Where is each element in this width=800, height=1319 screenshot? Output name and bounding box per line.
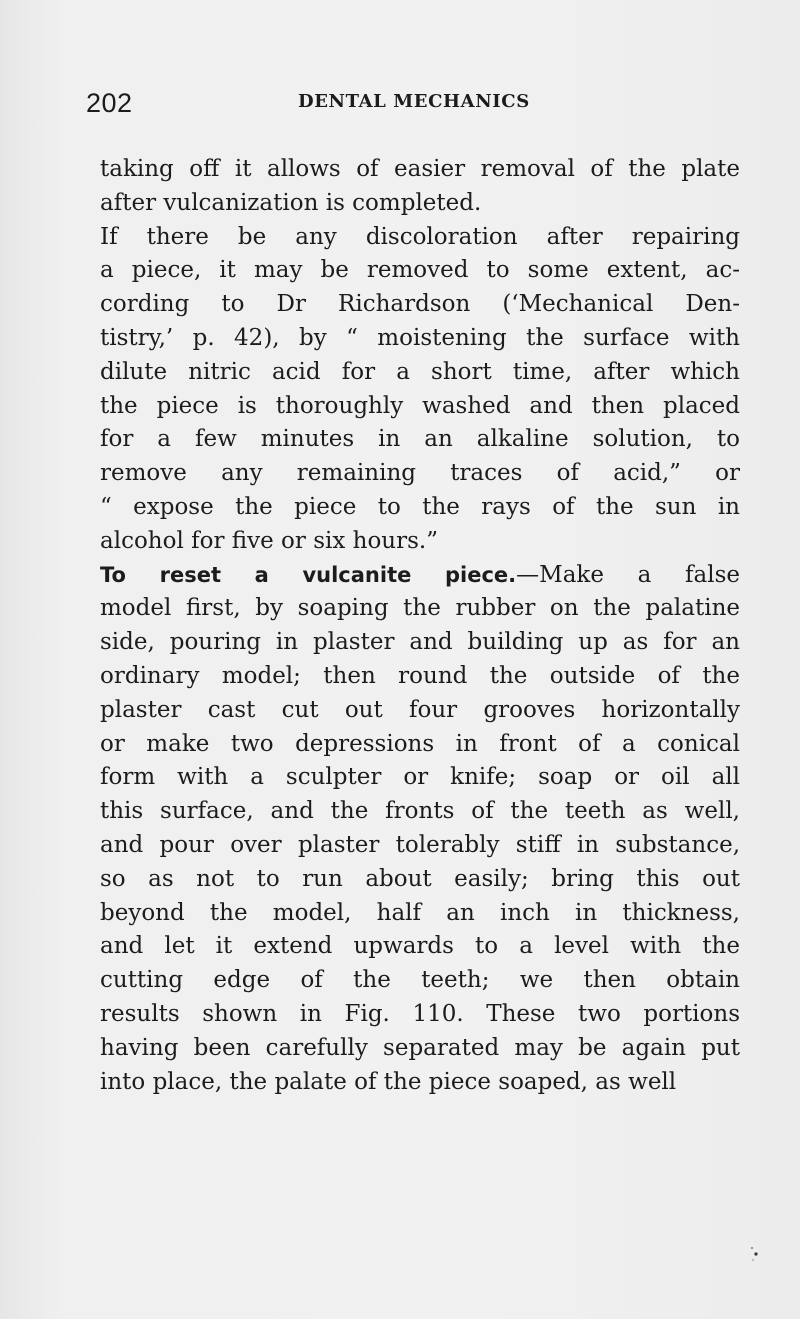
text-line: [100, 153, 740, 187]
text-line: [100, 795, 740, 829]
text-line: [100, 897, 740, 931]
text-line: [100, 423, 740, 457]
line-text: dilute nitric acid for a short time, after which: [100, 358, 740, 385]
line-text: plaster cast cut out four grooves horizontally: [100, 696, 740, 723]
line-text: alcohol for five or six hours.”: [100, 527, 438, 554]
text-line: [100, 1032, 740, 1066]
line-text: the piece is thoroughly washed and then placed: [100, 392, 740, 419]
line-text: having been carefully separated may be again put: [100, 1034, 740, 1061]
text-line: [100, 998, 740, 1032]
line-text: or make two depressions in front of a conical: [100, 730, 740, 757]
text-line: [100, 1066, 740, 1100]
line-text: so as not to run about easily; bring this out: [100, 865, 740, 892]
line-text: model first, by soaping the rubber on the palatine: [100, 595, 740, 622]
line-text: taking off it allows of easier removal of the plate: [100, 156, 740, 182]
line-text: cutting edge of the teeth; we then obtain: [100, 967, 740, 994]
line-text: a piece, it may be removed to some extent, ac-: [100, 257, 740, 284]
line-text: remove any remaining traces of acid,” or: [100, 460, 740, 487]
text-line: [100, 559, 740, 593]
page-header: [86, 88, 726, 128]
text-line: [100, 288, 740, 322]
print-specks: [748, 1242, 760, 1266]
line-text: —Make a false: [516, 561, 740, 588]
text-line: [100, 829, 740, 863]
line-text: this surface, and the fronts of the teeth as well,: [100, 798, 740, 825]
text-line: [100, 728, 740, 762]
section-subhead: To reset a vulcanite piece.: [100, 562, 517, 587]
line-text: and let it extend upwards to a level with the: [100, 933, 740, 960]
line-text: beyond the model, half an inch in thickness,: [100, 899, 740, 926]
body-text: [100, 153, 740, 1099]
text-line: [100, 491, 740, 525]
line-text: If there be any discoloration after repairing: [100, 223, 740, 250]
text-line: [100, 356, 740, 390]
line-text: cording to Dr Richardson (‘Mechanical Den-: [100, 291, 740, 318]
text-line: [100, 525, 740, 559]
line-text: results shown in Fig. 110. These two portions: [100, 1000, 740, 1027]
text-line: [100, 187, 740, 221]
line-text: into place, the palate of the piece soaped, as well: [100, 1068, 677, 1095]
text-line: [100, 863, 740, 897]
line-text: for a few minutes in an alkaline solution, to: [100, 426, 740, 453]
text-line: [100, 930, 740, 964]
text-line: [100, 457, 740, 491]
line-text: ordinary model; then round the outside of the: [100, 662, 740, 689]
text-line: [100, 254, 740, 288]
text-line: [100, 592, 740, 626]
page-number: 202: [86, 88, 133, 118]
line-text: after vulcanization is completed.: [100, 189, 482, 216]
text-line: [100, 322, 740, 356]
text-line: [100, 390, 740, 424]
text-line: [100, 964, 740, 998]
text-line: [100, 694, 740, 728]
running-title: DENTAL MECHANICS: [298, 91, 530, 112]
text-line: [100, 660, 740, 694]
line-text: tistry,’ p. 42), by “ moistening the surface with: [100, 324, 740, 351]
line-text: “ expose the piece to the rays of the sun in: [100, 493, 740, 520]
line-text: form with a sculpter or knife; soap or oil all: [100, 764, 740, 791]
line-text: and pour over plaster tolerably stiff in substance,: [100, 831, 740, 858]
text-line: [100, 761, 740, 795]
text-line: [100, 221, 740, 255]
line-text: side, pouring in plaster and building up as for an: [100, 629, 740, 656]
text-line: [100, 626, 740, 660]
